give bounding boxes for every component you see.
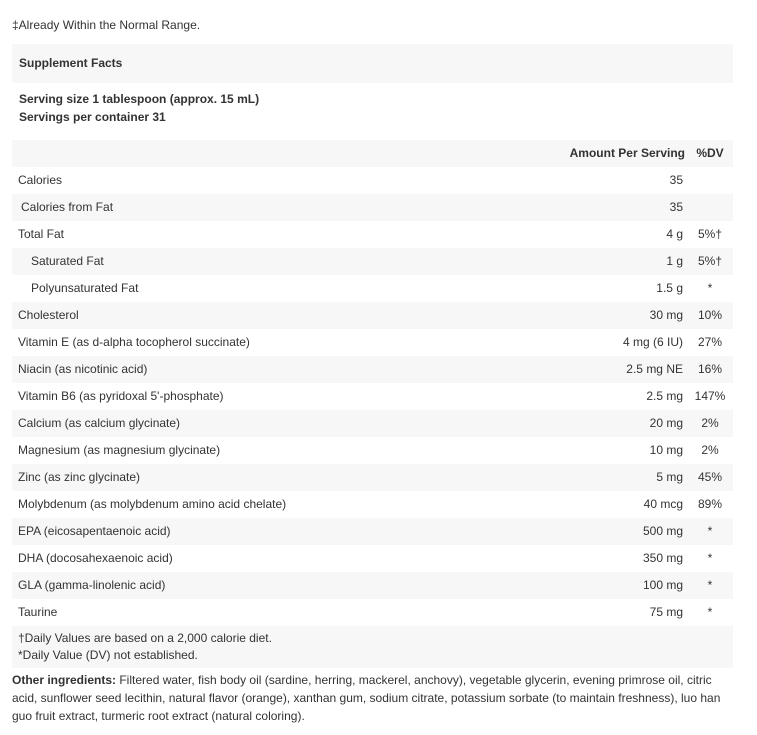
nutrient-name: Polyunsaturated Fat [31, 281, 139, 295]
nutrient-amount: 35 [669, 173, 683, 187]
table-row [12, 275, 733, 302]
nutrient-name: Zinc (as zinc glycinate) [18, 470, 141, 484]
serving-size: Serving size 1 tablespoon (approx. 15 mL) [19, 92, 260, 106]
nutrient-name: Molybdenum (as molybdenum amino acid chelate) [18, 497, 287, 511]
nutrient-dv: 10% [697, 308, 723, 322]
nutrient-dv: 89% [697, 497, 723, 511]
nutrient-amount: 4 g [666, 227, 683, 241]
footnote-dv-not-established: *Daily Value (DV) not established. [18, 648, 198, 662]
nutrient-dv: 16% [697, 362, 723, 376]
nutrient-name: Saturated Fat [31, 254, 104, 268]
nutrient-dv: * [707, 551, 713, 565]
table-row [12, 221, 733, 248]
nutrient-dv: 5%† [697, 227, 723, 241]
supplement-facts-title: Supplement Facts [12, 44, 733, 83]
supplement-facts-table [12, 44, 733, 668]
nutrient-amount: 35 [669, 200, 683, 214]
nutrient-name: Vitamin B6 (as pyridoxal 5'-phosphate) [18, 389, 224, 403]
table-row [12, 167, 733, 194]
table-row [12, 248, 733, 275]
nutrient-dv: * [707, 578, 713, 592]
nutrient-name: Vitamin E (as d-alpha tocopherol succinate) [18, 335, 250, 349]
nutrient-amount: 1 g [666, 254, 683, 268]
nutrient-name: Calories from Fat [21, 200, 114, 214]
nutrient-amount: 2.5 mg [646, 389, 683, 403]
nutrient-name: Calcium (as calcium glycinate) [18, 416, 181, 430]
other-ingredients-label: Other ingredients: [12, 673, 117, 687]
nutrient-dv [691, 194, 733, 221]
table-header-row [12, 140, 733, 167]
nutrient-dv: 2% [701, 416, 719, 430]
nutrient-name: Taurine [18, 605, 58, 619]
nutrient-dv: * [707, 524, 713, 538]
other-ingredients-text: Filtered water, fish body oil (sardine, herring, mackerel, anchovy), vegetable glycerin, evening primrose oil, citric acid, sunflower seed lecithin, natural flavor (orange), xanthan gum, sodium citrate, potassium sorbate (to maintain freshness), luo han guo fruit extract, turmeric root extract (natural coloring). [12, 673, 721, 723]
nutrient-amount: 30 mg [649, 308, 683, 322]
nutrient-dv: 5%† [697, 254, 723, 268]
nutrient-dv [691, 167, 733, 194]
table-row [12, 383, 733, 410]
nutrient-name: Niacin (as nicotinic acid) [18, 362, 148, 376]
nutrient-dv: 147% [694, 389, 726, 403]
nutrient-amount: 500 mg [642, 524, 683, 538]
nutrient-amount: 40 mcg [643, 497, 683, 511]
table-row [12, 491, 733, 518]
nutrient-amount: 100 mg [642, 578, 683, 592]
table-row [12, 437, 733, 464]
nutrient-rows [12, 167, 733, 626]
table-row [12, 302, 733, 329]
table-row [12, 572, 733, 599]
nutrient-dv: * [707, 281, 713, 295]
nutrient-name: Cholesterol [18, 308, 79, 322]
nutrient-name: GLA (gamma-linolenic acid) [18, 578, 166, 592]
table-row [12, 545, 733, 572]
normal-range-note: ‡Already Within the Normal Range. [12, 18, 201, 32]
nutrient-dv: 45% [697, 470, 723, 484]
nutrient-dv: 2% [701, 443, 719, 457]
table-row [12, 464, 733, 491]
nutrient-name: Total Fat [18, 227, 65, 241]
header-dv: %DV [696, 146, 724, 160]
serving-info [12, 83, 733, 140]
footnotes [12, 626, 733, 668]
table-row [12, 329, 733, 356]
table-row [12, 194, 733, 221]
nutrient-amount: 20 mg [649, 416, 683, 430]
nutrient-amount: 2.5 mg NE [626, 362, 683, 376]
nutrient-amount: 1.5 g [656, 281, 683, 295]
other-ingredients [12, 671, 724, 725]
table-row [12, 599, 733, 626]
nutrient-amount: 5 mg [656, 470, 683, 484]
nutrient-amount: 350 mg [642, 551, 683, 565]
nutrient-name: Magnesium (as magnesium glycinate) [18, 443, 221, 457]
nutrient-amount: 75 mg [649, 605, 683, 619]
servings-per-container: Servings per container 31 [19, 110, 166, 124]
nutrient-amount: 10 mg [649, 443, 683, 457]
nutrient-name: Calories [18, 173, 63, 187]
table-row [12, 356, 733, 383]
header-amount: Amount Per Serving [569, 146, 685, 160]
nutrient-dv: 27% [697, 335, 723, 349]
table-row [12, 518, 733, 545]
table-row [12, 410, 733, 437]
nutrient-name: EPA (eicosapentaenoic acid) [18, 524, 171, 538]
nutrient-dv: * [707, 605, 713, 619]
header-name [12, 140, 505, 167]
nutrient-name: DHA (docosahexaenoic acid) [18, 551, 173, 565]
nutrient-amount: 4 mg (6 IU) [622, 335, 683, 349]
footnote-daily-values: †Daily Values are based on a 2,000 calorie diet. [18, 631, 272, 645]
